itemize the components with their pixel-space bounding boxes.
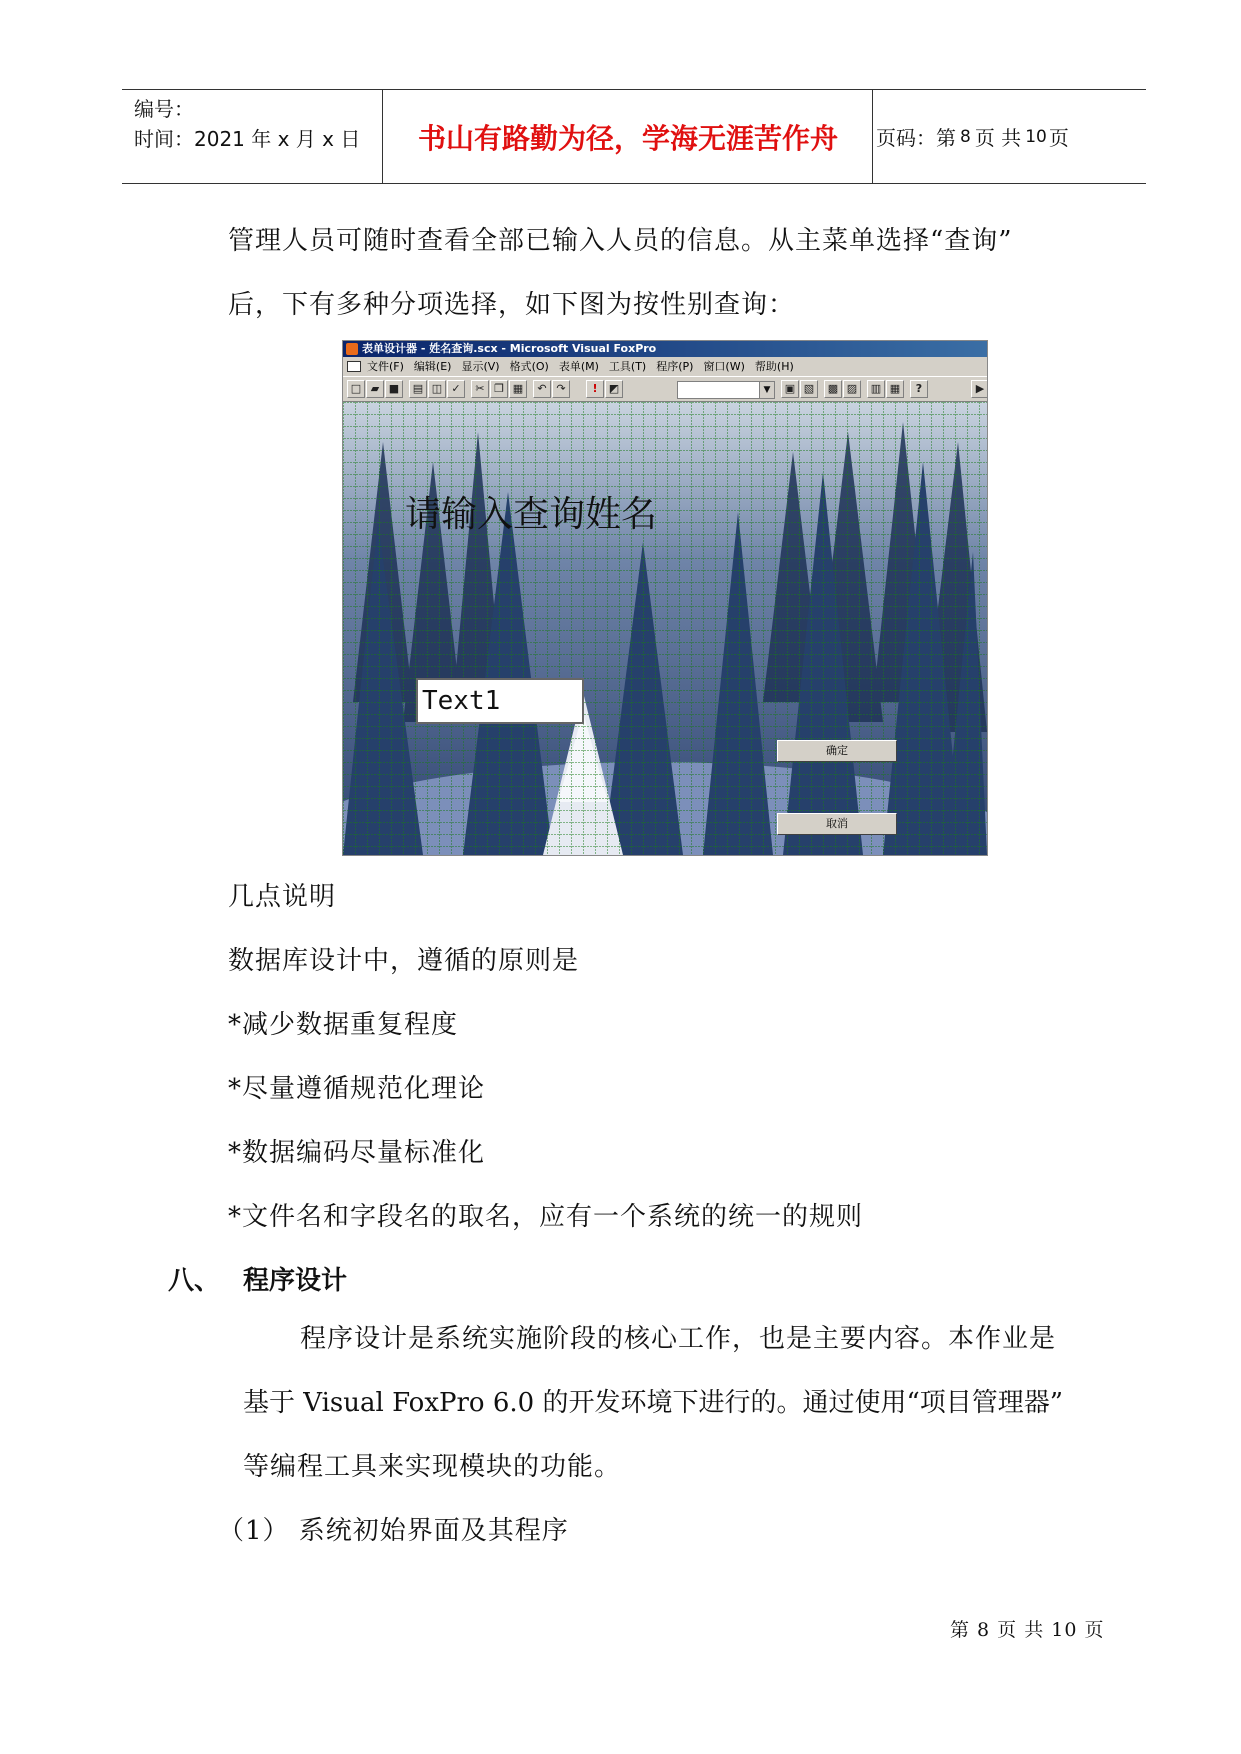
- menu-item-tools[interactable]: 工具(T): [608, 360, 647, 373]
- page-number: 8: [960, 126, 971, 147]
- form-icon: [347, 361, 361, 372]
- chevron-down-icon[interactable]: ▼: [759, 382, 774, 398]
- page-suffix: 页: [1048, 126, 1069, 150]
- notes-title: 几点说明: [228, 882, 337, 912]
- paragraph-line: 管理人员可随时查看全部已输入人员的信息。从主菜单选择“查询”: [228, 226, 1013, 256]
- paste-icon[interactable]: ▦: [509, 380, 527, 398]
- paragraph-line: 程序设计是系统实施阶段的核心工作，也是主要内容。本作业是: [300, 1324, 1057, 1354]
- foxpro-icon: [346, 343, 358, 355]
- data-environment-icon[interactable]: ▧: [800, 380, 818, 398]
- menu-item-window[interactable]: 窗口(W): [703, 360, 745, 373]
- toolbar-more-icon[interactable]: ▶: [971, 380, 988, 398]
- bullet-item: *文件名和字段名的取名，应有一个系统的统一的规则: [228, 1202, 864, 1232]
- header-number: 编号：: [134, 97, 194, 121]
- spell-check-icon[interactable]: ✓: [447, 380, 465, 398]
- code-window-icon[interactable]: ▨: [843, 380, 861, 398]
- form-window-icon[interactable]: ▣: [781, 380, 799, 398]
- copy-icon[interactable]: ❐: [490, 380, 508, 398]
- header-meta: [134, 94, 360, 154]
- bullet-item: *尽量遵循规范化理论: [228, 1074, 486, 1104]
- form-canvas: [343, 402, 987, 855]
- toolbar: [343, 376, 987, 402]
- page-footer: 第 8 页 共 10 页: [950, 1619, 1105, 1641]
- snowy-forest-background: [343, 402, 987, 855]
- paragraph-line: 数据库设计中，遵循的原则是: [228, 946, 580, 976]
- paragraph-line: 基于 Visual FoxPro 6.0 的开发环境下进行的。通过使用“项目管理器”: [243, 1388, 1064, 1418]
- window-title: 表单设计器 - 姓名查询.scx - Microsoft Visual FoxPro: [362, 342, 657, 355]
- bullet-item: *数据编码尽量标准化: [228, 1138, 486, 1168]
- paragraph-line: 等编程工具来实现模块的功能。: [243, 1452, 622, 1482]
- menu-bar: [343, 357, 987, 376]
- undo-icon[interactable]: ↶: [533, 380, 551, 398]
- page-mid: 页 共: [974, 126, 1022, 150]
- section-number: 八、: [168, 1266, 221, 1296]
- list-item: （1） 系统初始界面及其程序: [218, 1516, 569, 1546]
- header-motto: 书山有路勤为径，学海无涯苦作舟: [417, 121, 838, 155]
- form-text-input[interactable]: Text1: [416, 678, 584, 724]
- paragraph-line: 后，下有多种分项选择，如下图为按性别查询：: [228, 290, 796, 320]
- save-icon[interactable]: ■: [385, 380, 403, 398]
- confirm-button[interactable]: 确定: [777, 740, 897, 762]
- vfp-form-designer-screenshot: [342, 340, 988, 856]
- redo-icon[interactable]: ↷: [552, 380, 570, 398]
- menu-item-help[interactable]: 帮助(H): [754, 360, 794, 373]
- page-prefix: 页码：第: [876, 126, 956, 150]
- page-header: [122, 89, 1146, 184]
- cancel-button[interactable]: 取消: [777, 813, 897, 835]
- menu-item-view[interactable]: 显示(V): [461, 360, 500, 373]
- run-icon[interactable]: !: [586, 380, 604, 398]
- form-controls-icon[interactable]: ▥: [867, 380, 885, 398]
- menu-item-program[interactable]: 程序(P): [656, 360, 694, 373]
- page-total: 10: [1025, 126, 1047, 147]
- help-icon[interactable]: ?: [910, 380, 928, 398]
- open-folder-icon[interactable]: ▰: [366, 380, 384, 398]
- section-title: 程序设计: [243, 1266, 348, 1296]
- menu-item-edit[interactable]: 编辑(E): [413, 360, 452, 373]
- menu-item-form[interactable]: 表单(M): [558, 360, 599, 373]
- modify-form-icon[interactable]: ◩: [605, 380, 623, 398]
- header-divider: [872, 90, 873, 183]
- bullet-item: *减少数据重复程度: [228, 1010, 459, 1040]
- menu-item-file[interactable]: 文件(F): [367, 360, 404, 373]
- layout-icon[interactable]: ▦: [886, 380, 904, 398]
- menu-item-format[interactable]: 格式(O): [509, 360, 549, 373]
- header-time: 时间：2021 年 x 月 x 日: [134, 127, 361, 151]
- form-label-query-name: 请输入查询姓名: [405, 494, 658, 535]
- header-page-info: [876, 90, 1069, 183]
- toolbar-combo[interactable]: [677, 381, 775, 399]
- cut-icon[interactable]: ✂: [471, 380, 489, 398]
- properties-icon[interactable]: ▩: [824, 380, 842, 398]
- window-titlebar: [343, 341, 987, 357]
- header-divider: [382, 90, 383, 183]
- new-file-icon[interactable]: □: [347, 380, 365, 398]
- print-icon[interactable]: ▤: [409, 380, 427, 398]
- print-preview-icon[interactable]: ◫: [428, 380, 446, 398]
